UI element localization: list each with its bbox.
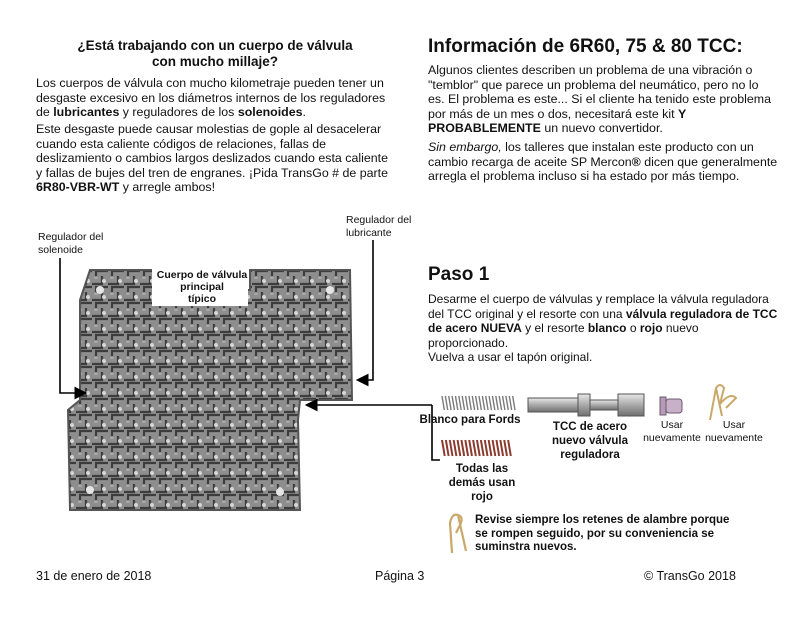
footer-date: 31 de enero de 2018 [36,569,152,583]
white-spring-label: Blanco para Fords [419,414,521,426]
note-line-3: suminstra nuevos. [475,541,577,553]
note-line-1: Revise siempre los retenes de alambre porque [475,514,730,526]
white-spring-icon [440,394,520,414]
right-p1-text-2: un nuevo convertidor. [540,121,663,136]
clip-label-2: nuevamente [705,431,763,444]
note-line-2: se rompen seguido, por su conveniencia se [475,527,715,540]
right-p2-text: los talleres que instalan este producto con un cambio recarga de aceite SP Mercon [428,140,754,169]
left-p2-part-number: 6R80-VBR-WT [36,180,120,195]
step-title: Paso 1 [428,264,490,285]
wire-clip-icon [706,382,742,422]
left-p2-text-2: y arregle ambos! [119,180,216,195]
clip-label-1: Usar [722,419,746,431]
right-title: Información de 6R60, 75 & 80 TCC: [428,36,743,57]
solenoid-arrow [60,258,84,393]
left-p2-text: Este desgaste puede causar molestias de gople al desacelerar cuando esta caliente códigos de relaciones, fallas de deslizamiento o cambios largos deslizados cuando esta caliente y fallas de bujes del tren de engranes. ¡Pida TransGo # de parte [36,122,388,180]
footer-copyright: © TransGo 2018 [644,569,736,583]
red-spring-label [442,462,522,504]
right-p2-registered: ® [631,154,641,169]
plug-label-1: Usar [660,419,684,431]
right-p1-bold: Y PROBABLEMENTE [428,106,687,136]
left-p1-text-2: y reguladores de los [119,105,238,120]
tcc-valve-icon [526,390,646,420]
step-text-bold-red: rojo [639,321,663,335]
red-spring-label-3: rojo [471,491,493,503]
step-text-h: Vuelva a usar el tapón original. [428,350,593,364]
red-spring-label-2: demás usan [448,477,516,489]
left-title-line1: ¿Está trabajando con un cuerpo de válvula [77,38,353,53]
step-text-a: Desarme el cuerpo de válvulas y remplace la válvula reguladora del TCC original y el resorte con una [428,292,769,321]
valve-body-label-1: Cuerpo de válvula [156,269,248,281]
step-text-bold-valve: válvula reguladora de TCC de acero NUEVA [428,306,778,335]
clip-label [702,419,766,444]
right-p2-italic: Sin embargo, [428,140,502,154]
plug-icon [658,394,684,418]
plug-label-2: nuevamente [643,431,701,444]
tcc-valve-label-1: TCC de acero [552,421,628,433]
valve-body-label-2: principal [180,281,224,293]
step-text-c: y el resorte [521,321,588,335]
note-wire-clip-icon [446,511,472,555]
tcc-valve-label-2: nuevo válvula [551,435,629,447]
step-text-g: nuevo proporcionado. [428,321,699,350]
label-lube-regulator: Regulador del lubricante [346,214,412,239]
left-p1-text: Los cuerpos de válvula con mucho kilometraje pueden tener un desgaste excesivo en los diámetros internos de los reguladores de [36,76,386,120]
step-text-e: o [626,321,640,335]
step-text [428,292,778,365]
tcc-valve-label-3: reguladora [560,449,620,461]
left-p1-bold-solenoides: solenoides [237,105,303,120]
left-title-line2: con mucho millaje? [151,54,279,69]
label-solenoid-regulator: Regulador del solenoide [38,231,104,256]
red-spring-icon [440,438,516,460]
plug-label [640,419,704,444]
red-spring-label-1: Todas las [455,463,509,475]
right-p2-text-2: dicen que generalmente arregla el problema incluso si ha estado por más tiempo. [428,154,778,184]
tcc-valve-label [540,420,640,462]
footer-page: Página 3 [375,569,425,583]
step-text-bold-white: blanco [587,321,627,335]
lube-arrow [359,240,373,380]
valve-body-label-3: típico [188,293,216,305]
left-p1-bold-lubricantes: lubricantes [53,105,120,120]
note-text [475,514,775,555]
left-p1-text-3: . [302,105,306,120]
right-p1-text: Algunos clientes describen un problema de una vibración o "temblor" que parece un problema del neumático, pero no lo es. El problema es este... Si el cliente ha tenido este problema por más de un mes o dos, necesitará este kit [428,63,771,121]
